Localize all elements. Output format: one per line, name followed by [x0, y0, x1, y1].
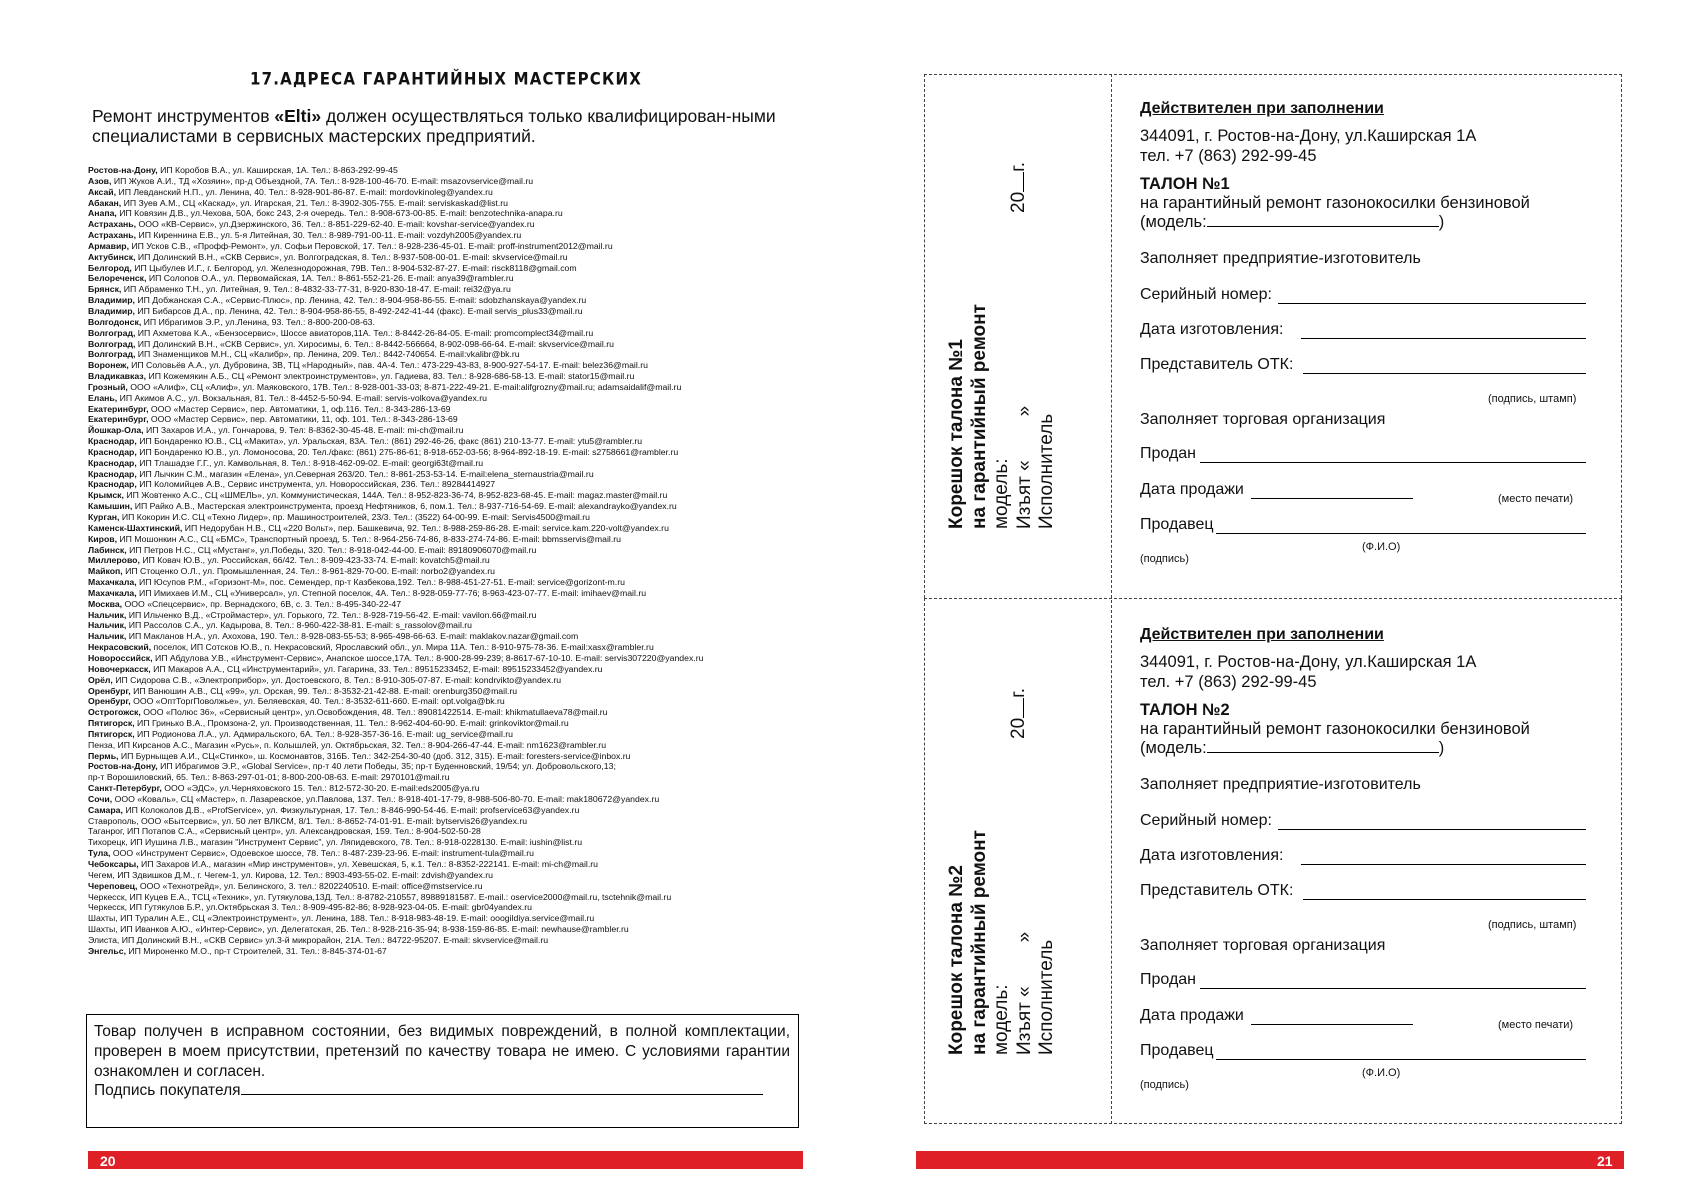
service-center-row	[88, 349, 808, 360]
service-center-row	[88, 707, 808, 718]
service-center-city: Краснодар,	[88, 446, 137, 457]
service-center-city: Краснодар,	[88, 457, 137, 468]
service-center-city: Абакан,	[88, 197, 122, 208]
service-center-city: Волгоград,	[88, 327, 136, 338]
service-center-row	[88, 664, 808, 675]
service-center-details: ИП Гринько В.А., Промзона-2, ул. Производственная, 11. Тел.: 8-962-404-60-90. E-mail: grinkoviktor@mail.ru	[134, 718, 569, 729]
service-center-details: ИП Колоколов Д.В., «ProfService», ул. Физкультурная, 17. Тел.: 8-846-990-54-46. E-mail: profservice63@yandex.ru	[122, 804, 580, 815]
stub-year-2: 20г.	[1008, 687, 1029, 739]
service-center-row	[88, 523, 808, 534]
stub-executor-label: Исполнитель	[1036, 413, 1057, 529]
trade-heading: Заполняет торговая организация	[1140, 937, 1386, 954]
service-center-row	[88, 165, 808, 176]
service-center-city: Азов,	[88, 175, 112, 186]
serial-field[interactable]	[1278, 303, 1586, 304]
service-center-city: Энгельс,	[88, 945, 126, 956]
sold-field[interactable]	[1200, 988, 1586, 989]
sale-date-field[interactable]	[1251, 498, 1413, 499]
service-center-details: ООО «Полюс 36», «Сервисный центр», ул.Освобождения, 48. Тел.: 89081422514. E-mail: khikmatullaeva78@mail.ru	[140, 707, 608, 718]
page-number-left: 20	[100, 1153, 116, 1169]
service-center-details: ИП Родионова Л.А., ул. Адмиральского, 6А. Тел.: 8-928-357-36-16. E-mail: ug_service@mail.ru	[134, 728, 514, 739]
service-center-row	[88, 273, 808, 284]
service-center-row	[88, 284, 808, 295]
stub-subtitle: на гарантийный ремонт	[968, 830, 990, 1055]
service-center-details: ИП Левданский Н.П., ул. Ленина, 40. Тел.: 8-928-901-86-87. E-mail: mordovkinoleg@yandex.ru	[116, 186, 493, 197]
seller-field[interactable]	[1216, 533, 1586, 534]
service-center-details: ООО «Технотрейд», ул. Белинского, 3. тел.: 8202240510. E-mail: office@mstservice.ru	[137, 880, 483, 891]
service-center-row	[88, 859, 808, 870]
fio-hint: (Ф.И.О)	[1362, 541, 1401, 553]
service-center-row	[88, 653, 808, 664]
coupon-stub-1	[946, 74, 1106, 598]
service-center-details: Пенза, ИП Кирсанов А.С., Магазин «Русь», п. Колышлей, ул. Октябрьская, 32. Тел.: 8-904-266-47-44. E-mail: nm1623@rambler.ru	[88, 739, 607, 750]
service-center-row	[88, 848, 808, 859]
service-center-row	[88, 263, 808, 274]
service-center-city: Махачкала,	[88, 577, 137, 588]
sold-field[interactable]	[1200, 462, 1586, 463]
service-center-details: Таганрог, ИП Потапов С.А., «Сервисный центр», ул. Александровская, 159. Тел.: 8-904-502-50-28	[88, 826, 481, 837]
service-center-city: Ростов-на-Дону,	[88, 165, 158, 175]
service-center-row	[88, 306, 808, 317]
serial-label: Серийный номер:	[1140, 286, 1272, 303]
service-center-details: ИП Сидорова С.В., «Электроприбор», ул. Достоевского, 8. Тел.: 8-910-305-07-87. E-mail: kondrvikto@yandex.ru	[112, 674, 562, 685]
sale-date-field[interactable]	[1251, 1024, 1413, 1025]
service-center-details: ИП Долинский В.Н., «СКВ Сервис», ул. Хиросимы, 6. Тел.: 8-8442-566664, 8-902-098-66-64. E-mail: skvservice@mail.ru	[135, 338, 614, 349]
service-center-details: ИП Ванюшин А.В., СЦ «99», ул. Орская, 99. Тел.: 8-3532-21-42-88. E-mail: orenburg350@mail.ru	[130, 685, 518, 696]
service-center-details: ИП Солопов О.А., ул. Первомайская, 1А. Тел.: 8-861-552-21-26. E-mail: anya39@rambler.ru	[146, 273, 514, 284]
service-center-city: Краснодар,	[88, 436, 137, 447]
service-center-city: Пятигорск,	[88, 718, 135, 729]
receipt-statement: Товар получен в исправном состоянии, без видимых повреждений, в полной комплектации, проверен в моем присутствии, претензий по качеству товара не имею. С условиями гарантии ознакомлен и согласен.	[94, 1023, 790, 1080]
service-center-row	[88, 187, 808, 198]
service-center-row	[88, 577, 808, 588]
service-center-city: Киров,	[88, 533, 118, 544]
service-center-row	[88, 946, 808, 957]
service-center-row	[88, 425, 808, 436]
signature-hint: (подпись)	[1140, 1079, 1189, 1091]
date-made-label: Дата изготовления:	[1140, 847, 1284, 864]
service-center-row	[88, 816, 808, 827]
footer-bar-right	[916, 1151, 1624, 1169]
service-center-list	[88, 165, 808, 957]
service-center-row	[88, 729, 808, 740]
qc-label: Представитель ОТК:	[1140, 356, 1294, 373]
service-center-details: ИП Бурныщев А.И., СЦ«Стинко», ш. Космонавтов, 316Б. Тел.: 342-254-30-40 (доб. 312, 315). E-mail: foresters-service@inbox.ru	[118, 750, 631, 761]
service-center-row	[88, 599, 808, 610]
service-center-details: поселок, ИП Сотсков Ю.В., п. Некрасовский, Ярославский обл., ул. Мира 11А. Тел.: 8-910-975-78-36. E-mail:xasx@rambler.ru	[151, 642, 654, 653]
serial-field[interactable]	[1278, 829, 1586, 830]
service-center-details: ИП Долинский В.Н., «СКВ Сервис», ул. Волгоградская, 8. Тел.: 8-937-508-00-01. E-mail: skvservice@mail.ru	[135, 251, 568, 262]
service-center-details: ИП Мироненко М.О., пр-т Строителей, 31. Тел.: 8-845-374-01-67	[125, 945, 387, 956]
seller-field[interactable]	[1216, 1059, 1586, 1060]
service-center-row	[88, 566, 808, 577]
service-center-row	[88, 219, 808, 230]
service-center-details: Тихорецк, ИП Иушина Л.В., магазин "Инструмент Сервис", ул. Ляпидевского, 78. Тел.: 8-918-0228130. E-mail: iushin@list.ru	[88, 837, 583, 848]
service-center-city: Миллерово,	[88, 555, 140, 566]
service-center-city: Оренбург,	[88, 696, 131, 707]
model-row: (модель: )	[1140, 213, 1445, 231]
service-center-city: Екатеринбург,	[88, 403, 149, 414]
service-center-city: Оренбург,	[88, 685, 131, 696]
service-center-details: Ставрополь, ООО «Бытсервис», ул. 50 лет ВЛКСМ, 8/1. Тел.: 8-8652-74-01-91. E-mail: bytservis26@yandex.ru	[88, 815, 528, 826]
service-center-row	[88, 826, 808, 837]
service-center-details: Черкесск, ИП Куцев Е.А., ТСЦ «Техник», ул. Гутякулова,13Д. Тел.: 8-8782-210557, 89889181587. E-mail.: oservice2000@mail.ru, tsctehnik@mail.ru	[88, 891, 672, 902]
service-center-details: ИП Ильченко В.Д., «Строймастер», ул. Горького, 72. Тел.: 8-928-719-56-42. E-mail: vavilon.66@mail.ru	[126, 609, 537, 620]
service-center-details: ООО «Спецсервис», пр. Вернадского, 6В, с. 3. Тел.: 8-495-340-22-47	[122, 598, 402, 609]
service-center-row	[88, 501, 808, 512]
service-center-city: Орёл,	[88, 674, 113, 685]
service-center-city: Владикавказ,	[88, 371, 147, 382]
manufacturer-heading: Заполняет предприятие-изготовитель	[1140, 776, 1421, 793]
stub-text-1	[946, 304, 1059, 529]
model-row: (модель: )	[1140, 739, 1445, 757]
service-center-city: Сочи,	[88, 793, 113, 804]
service-center-row	[88, 631, 808, 642]
service-center-city: Екатеринбург,	[88, 414, 149, 425]
service-center-details: ИП Ковязин Д.В., ул.Чехова, 50А, бокс 243, 2-я очередь. Тел.: 8-908-673-00-85. E-mail: benzotechnika-anapa.ru	[116, 208, 563, 219]
service-center-details: ИП Абраменко Т.Н., ул. Литейная, 9. Тел.: 8-4832-33-77-31, 8-920-830-18-47. E-mail: rei32@ya.ru	[121, 284, 511, 295]
service-center-city: Санкт-Петербург,	[88, 783, 162, 794]
service-center-city: Новороссийск,	[88, 652, 153, 663]
service-center-row	[88, 458, 808, 469]
service-address: 344091, г. Ростов-на-Дону, ул.Каширская 1А тел. +7 (863) 292-99-45	[1140, 653, 1477, 691]
service-center-city: Майкоп,	[88, 566, 123, 577]
talon-number: ТАЛОН №2	[1140, 701, 1230, 719]
service-center-details: ИП Ибрагимов Э.Р., «Global Service», пр-т 40 лети Победы, 35; пр-т Буденновский, 19/54; ул. Добровольского,13;	[157, 761, 616, 772]
service-center-row	[88, 881, 808, 892]
service-center-details: ИП Бондаренко Ю.В., СЦ «Макита», ул. Уральская, 83А. Тел.: (861) 292-46-26, факс (861) 210-13-77. E-mail: ytu5@rambler.ru	[136, 436, 643, 447]
sold-label: Продан	[1140, 971, 1197, 988]
service-center-city: Нальчик,	[88, 631, 127, 642]
service-center-city: Чебоксары,	[88, 859, 139, 869]
service-center-city: Острогожск,	[88, 707, 141, 718]
service-center-row	[88, 404, 808, 415]
service-center-row	[88, 740, 808, 751]
service-center-details: ИП Ковач Ю.В., ул. Российская, 66/42. Тел.: 8-909-423-33-74. E-mail: kovatch5@mail.ru	[139, 555, 490, 566]
service-center-row	[88, 534, 808, 545]
service-center-row	[88, 913, 808, 924]
service-center-city: Астрахань,	[88, 230, 137, 241]
service-center-details: ИП Киреннина Е.В., ул. 5-я Литейная, 30. Тел.: 8-989-791-00-11. E-mail: vozdyh2005@yandex.ru	[136, 230, 522, 241]
seal-place-hint: (место печати)	[1498, 493, 1574, 505]
valid-note: Действителен при заполнении	[1140, 626, 1384, 643]
service-center-row	[88, 360, 808, 371]
service-center-details: ИП Рассолов С.А., ул. Кадырова, 8. Тел.: 8-960-422-38-81. E-mail: s_rassolov@mail.ru	[126, 620, 473, 631]
service-center-city: Новочеркасск,	[88, 663, 151, 674]
service-center-row	[88, 675, 808, 686]
service-center-city: Махачкала,	[88, 587, 137, 598]
service-center-details: ООО «Коваль», СЦ «Мастер», п. Лазаревское, ул.Павлова, 137. Тел.: 8-918-401-17-79, 8-988-506-80-70. E-mail: mak180672@yandex.ru	[112, 793, 660, 804]
service-center-city: Некрасовский,	[88, 642, 152, 653]
seller-label: Продавец	[1140, 516, 1214, 533]
sale-date-label: Дата продажи	[1140, 481, 1244, 498]
valid-note: Действителен при заполнении	[1140, 100, 1384, 117]
service-center-city: Брянск,	[88, 284, 122, 295]
stub-model-label: модель:	[991, 458, 1012, 529]
service-center-city: Череповец,	[88, 880, 138, 891]
service-center-details: ИП Акимов А.С., ул. Вокзальная, 81. Тел.: 8-4452-5-50-94. E-mail: servis-volkova@yandex.ru	[117, 392, 487, 403]
stub-model-label: модель:	[991, 984, 1012, 1055]
service-center-city: Каменск-Шахтинский,	[88, 522, 183, 533]
service-center-details: ИП Кожемякин А.Б., СЦ «Ремонт электроинструментов», ул. Гадиева, 83. Тел.: 8-928-686-58-13. E-mail: stator15@mail.ru	[146, 371, 635, 382]
date-made-field[interactable]	[1301, 338, 1586, 339]
brand-name: «Elti»	[274, 106, 322, 126]
service-center-row	[88, 339, 808, 350]
service-center-city: Камышин,	[88, 501, 133, 512]
service-center-row	[88, 479, 808, 490]
service-center-row	[88, 924, 808, 935]
service-center-city: Анапа,	[88, 208, 117, 219]
service-center-row	[88, 870, 808, 881]
service-center-city: Белореченск,	[88, 273, 147, 284]
signature-line[interactable]	[241, 1081, 763, 1095]
service-center-row	[88, 198, 808, 209]
date-made-label: Дата изготовления:	[1140, 321, 1284, 338]
service-center-details: ИП Захаров И.А., ул. Гончарова, 9. Тел: 8-8362-30-45-48. E-mail: mi-ch@mail.ru	[143, 425, 464, 436]
service-center-city: Елань,	[88, 392, 118, 403]
service-center-row	[88, 382, 808, 393]
service-center-details: ООО «Алиф», СЦ «Алиф», ул. Маяковского, 17В. Тел.: 8-928-001-33-03; 8-871-222-49-21. E-mail:alifgrozny@mail.ru; adamsaidalif@mail.ru	[127, 381, 682, 392]
service-center-row	[88, 642, 808, 653]
trade-heading: Заполняет торговая организация	[1140, 411, 1386, 428]
service-center-details: ИП Знаменщиков М.Н., СЦ «Калибр», пр. Ленина, 209. Тел.: 8442-740654. E-mail:vkalibr@bk.ru	[135, 349, 520, 360]
service-center-details: ИП Ахметова К.А., «Бензосервис», Шоссе авиаторов,11А. Тел.: 8-8442-26-84-05. E-mail: promcomplect34@mail.ru	[135, 327, 594, 338]
service-center-row	[88, 230, 808, 241]
service-center-row	[88, 328, 808, 339]
service-center-details: ИП Макланов Н.А., ул. Ахохова, 190. Тел.: 8-928-083-55-53; 8-965-498-66-63. E-mail: maklakov.nazar@gmail.com	[126, 631, 579, 642]
service-center-city: Аксай,	[88, 186, 117, 197]
service-center-details: Чегем, ИП Здвишков Д.М., г. Чегем-1, ул. Кирова, 12. Тел.: 8903-493-55-02. E-mail: zdvish@yandex.ru	[88, 869, 493, 880]
service-center-row	[88, 208, 808, 219]
service-center-details: Элиста, ИП Долинский В.Н., «СКВ Сервис» ул.3-й микрорайон, 21А. Тел.: 84722-95207. E-mail: skvservice@mail.ru	[88, 934, 549, 945]
stub-executor-label: Исполнитель	[1036, 939, 1057, 1055]
service-center-city: Курган,	[88, 512, 120, 522]
service-center-details: ООО «Мастер Сервис», пер. Автоматики, 11, оф. 101. Тел.: 8-343-286-13-69	[148, 414, 458, 425]
sign-stamp-hint: (подпись, штамп)	[1488, 919, 1577, 931]
service-center-row	[88, 805, 808, 816]
service-center-details: ИП Лычкин С.М., магазин «Елена», ул.Северная 263/20. Тел.: 8-861-253-53-14. E-mail:elena_sternaustria@mail.ru	[136, 468, 594, 479]
service-center-details: ИП Добжанская С.А., «Сервис-Плюс», пр. Ленина, 42. Тел.: 8-904-958-86-55. E-mail: sdobzhanskaya@yandex.ru	[134, 295, 587, 306]
service-center-details: Черкесск, ИП Гутякулов Б.Р., ул.Октябрьская 3. Тел.: 8-909-495-82-86; 8-928-923-04-05. E-mail: gbr04yandex.ru	[88, 902, 532, 913]
service-center-city: Волгоград,	[88, 338, 136, 349]
service-center-row	[88, 469, 808, 480]
receipt-statement-box	[86, 1014, 799, 1128]
service-center-details: ООО «Мастер Сервис», пер. Автоматики, 1, оф.116. Тел.: 8-343-286-13-69	[148, 403, 451, 414]
page-number-right: 21	[1597, 1153, 1613, 1169]
service-center-row	[88, 241, 808, 252]
manufacturer-heading: Заполняет предприятие-изготовитель	[1140, 250, 1421, 267]
service-center-row	[88, 794, 808, 805]
service-center-row	[88, 696, 808, 707]
service-center-details: ИП Зуев А.М., СЦ «Каскад», ул. Игарская, 21. Тел.: 8-3902-305-755. E-mail: serviskaskad@list.ru	[121, 197, 508, 208]
service-center-details: ИП Макаров А.А., СЦ «Инструментарий», ул. Гагарина, 33. Тел.: 89515233452, E-mail: 89515233452@yandex.ru	[150, 663, 603, 674]
stub-subtitle: на гарантийный ремонт	[968, 304, 990, 529]
service-center-city: Нальчик,	[88, 620, 127, 631]
service-center-row	[88, 902, 808, 913]
qc-label: Представитель ОТК:	[1140, 882, 1294, 899]
service-center-details: ИП Мошонкин А.С., СЦ «БМС», Транспортный проезд, 5. Тел.: 8-964-256-74-86, 8-833-274-74-86. E-mail: bbmsservis@mail.ru	[117, 533, 621, 544]
serial-label: Серийный номер:	[1140, 812, 1272, 829]
seal-place-hint: (место печати)	[1498, 1019, 1574, 1031]
footer-bar-left	[88, 1151, 803, 1169]
intro-paragraph: Ремонт инструментов «Elti» должен осуществляться только квалифицирован-ными специалистами в сервисных мастерских предприятий.	[92, 106, 776, 146]
service-center-city: Грозный,	[88, 381, 128, 392]
service-center-row	[88, 545, 808, 556]
service-center-city: Лабинск,	[88, 544, 127, 555]
service-center-city: Владимир,	[88, 295, 135, 306]
service-center-row	[88, 837, 808, 848]
page-title: 17.АДРЕСА ГАРАНТИЙНЫХ МАСТЕРСКИХ	[250, 69, 642, 89]
seller-label: Продавец	[1140, 1042, 1214, 1059]
sale-date-label: Дата продажи	[1140, 1007, 1244, 1024]
service-center-city: Белгород,	[88, 262, 132, 273]
service-center-row	[88, 935, 808, 946]
service-center-details: ИП Коломийцев А.В., Сервис инструмента, ул. Новороссийская, 236. Тел.: 89284414927	[136, 479, 496, 490]
service-center-details: ИП Цыбулев И.Г., г. Белгород, ул. Железнодорожная, 79В. Тел.: 8-904-532-87-27. E-mail: risck8118@gmail.com	[131, 262, 577, 273]
sold-label: Продан	[1140, 445, 1197, 462]
service-center-city: Нальчик,	[88, 609, 127, 620]
service-center-row	[88, 718, 808, 729]
service-center-details: Шахты, ИП Иванков А.Ю., «Интер-Сервис», ул. Делегатская, 2Б. Тел.: 8-928-216-35-94; 8-938-159-86-85. E-mail: newhause@rambler.ru	[88, 924, 629, 935]
service-center-details: ИП Бондаренко Ю.В., ул. Ломоносова, 20. Тел./факс: (861) 275-86-61; 8-918-652-03-56; 8-964-892-18-19. E-mail: s2758661@rambler.ru	[136, 446, 679, 457]
service-center-details: ИП Юсупов Р.М., «Горизонт-М», пос. Семендер, пр-т Казбекова,192. Тел.: 8-988-451-27-51. E-mail: service@gorizont-m.ru	[136, 577, 625, 588]
service-center-row	[88, 610, 808, 621]
service-center-details: ООО «Инструмент Сервис», Одоевское шоссе, 78. Тел.: 8-487-239-23-96. E-mail: instrument-tula@mail.ru	[110, 848, 534, 859]
coupon-form-1	[1140, 100, 1590, 232]
stub-text-2	[946, 830, 1059, 1055]
service-center-row	[88, 414, 808, 425]
fio-hint: (Ф.И.О)	[1362, 1067, 1401, 1079]
service-center-row	[88, 512, 808, 523]
talon-description: на гарантийный ремонт газонокосилки бензиновой	[1140, 194, 1530, 212]
qc-field[interactable]	[1303, 899, 1586, 900]
service-center-row	[88, 295, 808, 306]
service-center-details: ИП Усков С.В., «Профф-Ремонт», ул. Софьи Перовской, 17. Тел.: 8-928-236-45-01. E-mail: proff-instrument2012@mail.ru	[129, 240, 613, 251]
service-center-row	[88, 176, 808, 187]
service-center-row	[88, 555, 808, 566]
service-center-row	[88, 620, 808, 631]
service-center-details: ИП Соловьёв А.А., ул. Дубровина, 3В, ТЦ «Народный», пав. 4А-4. Тел.: 473-229-43-83, 8-900-927-54-17. E-mail: belez36@mail.ru	[128, 360, 648, 371]
service-center-details: ИП Петров Н.С., СЦ «Мустанг», ул.Победы, 320. Тел.: 8-918-042-44-00. E-mail: 89180906070@mail.ru	[126, 544, 537, 555]
service-center-row	[88, 447, 808, 458]
service-center-city: Пермь,	[88, 750, 119, 761]
service-center-city: Воронеж,	[88, 360, 129, 371]
service-center-city: Пятигорск,	[88, 728, 135, 739]
service-center-city: Волгодонск,	[88, 316, 142, 327]
service-center-details: ИП Жовтенко А.С., СЦ «ШМЕЛЬ», ул. Коммунистическая, 144А. Тел.: 8-952-823-36-74, 8-952-823-68-45. E-mail: magaz.master@mail.ru	[123, 490, 668, 501]
service-center-city: Самара,	[88, 804, 123, 815]
service-center-details: ИП Коробов В.А., ул. Каширская, 1А. Тел.: 8-863-292-99-45	[157, 165, 398, 175]
stub-title: Корешок талона №2	[946, 865, 967, 1055]
service-center-city: Волгоград,	[88, 349, 136, 360]
service-center-details: ИП Недорубан Н.В., СЦ «220 Вольт», пер. Башкевича, 92. Тел.: 8-988-259-86-28. E-mail: service.kam.220-volt@yandex.ru	[182, 522, 669, 533]
talon-description: на гарантийный ремонт газонокосилки бензиновой	[1140, 720, 1530, 738]
signature-hint: (подпись)	[1140, 553, 1189, 565]
stub-perforation	[1111, 74, 1112, 1124]
service-center-city: Краснодар,	[88, 479, 137, 490]
service-center-details: ИП Ибрагимов Э.Р., ул.Ленина, 93. Тел.: 8-800-200-08-63.	[141, 316, 375, 327]
service-center-details: ИП Кокорин И.С. СЦ «Техно Лидер», пр. Машиностроителей, 23/3. Тел.: (3522) 64-00-99. E-mail: Servis4500@mail.ru	[119, 512, 590, 522]
date-made-field[interactable]	[1301, 864, 1586, 865]
qc-field[interactable]	[1303, 373, 1586, 374]
service-center-city: Армавир,	[88, 240, 130, 251]
service-center-row	[88, 892, 808, 903]
service-center-details: ИП Бибарсов Д.А., пр. Ленина, 42. Тел.: 8-904-958-86-55, 8-492-242-41-44 (факс). E-mail servis_plus33@mail.ru	[134, 305, 583, 316]
coupon-form-2	[1140, 626, 1590, 758]
service-center-row	[88, 393, 808, 404]
service-address: 344091, г. Ростов-на-Дону, ул.Каширская 1А тел. +7 (863) 292-99-45	[1140, 127, 1477, 165]
service-center-row	[88, 783, 808, 794]
service-center-details: ИП Тлашадзе Г.Г., ул. Камвольная, 8. Тел.: 8-918-462-09-02. E-mail: georgi63t@mail.ru	[136, 457, 484, 468]
service-center-city: Астрахань,	[88, 219, 137, 230]
service-center-city: Краснодар,	[88, 468, 137, 479]
service-center-row	[88, 751, 808, 762]
service-center-row	[88, 436, 808, 447]
service-center-row	[88, 588, 808, 599]
service-center-city: Актубинск,	[88, 251, 136, 262]
service-center-details: пр-т Ворошиловский, 65. Тел.: 8-863-297-01-01; 8-800-200-08-63. E-mail: 2970101@mail.ru	[88, 772, 450, 783]
service-center-details: ООО «ОптТоргПоволжье», ул. Беляевская, 40. Тел.: 8-3532-611-660. E-mail: opt.volga@bk.ru	[130, 696, 505, 707]
stub-taken-row: Изъят «»	[1013, 405, 1035, 529]
service-center-details: ИП Жуков А.И., ТД «Хозяин», пр-д Объездной, 7А. Тел.: 8-928-100-46-70. E-mail: msazovservice@mail.ru	[111, 175, 534, 186]
stub-title: Корешок талона №1	[946, 339, 967, 529]
service-center-city: Тула,	[88, 848, 111, 859]
service-center-details: ООО «ЭДС», ул.Черняховского 15. Тел.: 812-572-30-20. E-mail:eds2005@ya.ru	[161, 783, 480, 794]
talon-number: ТАЛОН №1	[1140, 175, 1230, 193]
service-center-city: Крымск,	[88, 490, 124, 501]
service-center-details: ООО «КВ-Сервис», ул.Дзержинского, 36. Тел.: 8-851-229-62-40. E-mail: kovshar-service@yandex.ru	[136, 219, 535, 230]
coupon-stub-2	[946, 600, 1106, 1124]
service-center-details: ИП Имихаев И.М., СЦ «Универсал», ул. Степной поселок, 4А. Тел.: 8-928-059-77-76; 8-963-423-07-77. E-mail: imihaev@mail.ru	[136, 587, 647, 598]
service-center-row	[88, 371, 808, 382]
service-center-row	[88, 761, 808, 772]
service-center-city: Москва,	[88, 598, 123, 609]
service-center-row	[88, 317, 808, 328]
signature-label: Подпись покупателя	[94, 1082, 241, 1100]
sign-stamp-hint: (подпись, штамп)	[1488, 393, 1577, 405]
service-center-city: Йошкар-Ола,	[88, 425, 144, 436]
stub-taken-row: Изъят «»	[1013, 931, 1035, 1055]
service-center-row	[88, 686, 808, 697]
signature-row	[94, 1081, 790, 1101]
service-center-details: ИП Райко А.В., Мастерская электроинструмента, проезд Нефтяников, 6, пом.1. Тел.: 8-937-716-54-69. E-mail: alexandrayko@yandex.ru	[132, 501, 677, 512]
stub-year-1: 20г.	[1008, 161, 1029, 213]
service-center-row	[88, 490, 808, 501]
service-center-row	[88, 772, 808, 783]
service-center-details: ИП Стоценко О.Л., ул. Промышленная, 24. Тел.: 8-961-829-70-00. E-mail: norbo2@yandex.ru	[122, 566, 495, 577]
service-center-city: Ростов-на-Дону,	[88, 761, 158, 772]
service-center-city: Владимир,	[88, 305, 135, 316]
service-center-row	[88, 252, 808, 263]
service-center-details: ИП Захаров И.А., магазин «Мир инструментов», ул. Хевешская, 5, к.1. Тел.: 8-8352-222141. E-mail: mi-ch@mail.ru	[138, 859, 598, 869]
service-center-details: ИП Абдулова У.В., «Инструмент-Сервис», Анапское шоссе,17А. Тел.: 8-900-28-99-239; 8-8617-67-10-10. E-mail: servis307220@yandex.ru	[152, 652, 704, 663]
service-center-details: Шахты, ИП Туралин А.Е., СЦ «Электроинструмент», ул. Ленина, 188. Тел.: 8-918-983-48-19. E-mail: ooogildiya.service@mail.ru	[88, 913, 595, 924]
